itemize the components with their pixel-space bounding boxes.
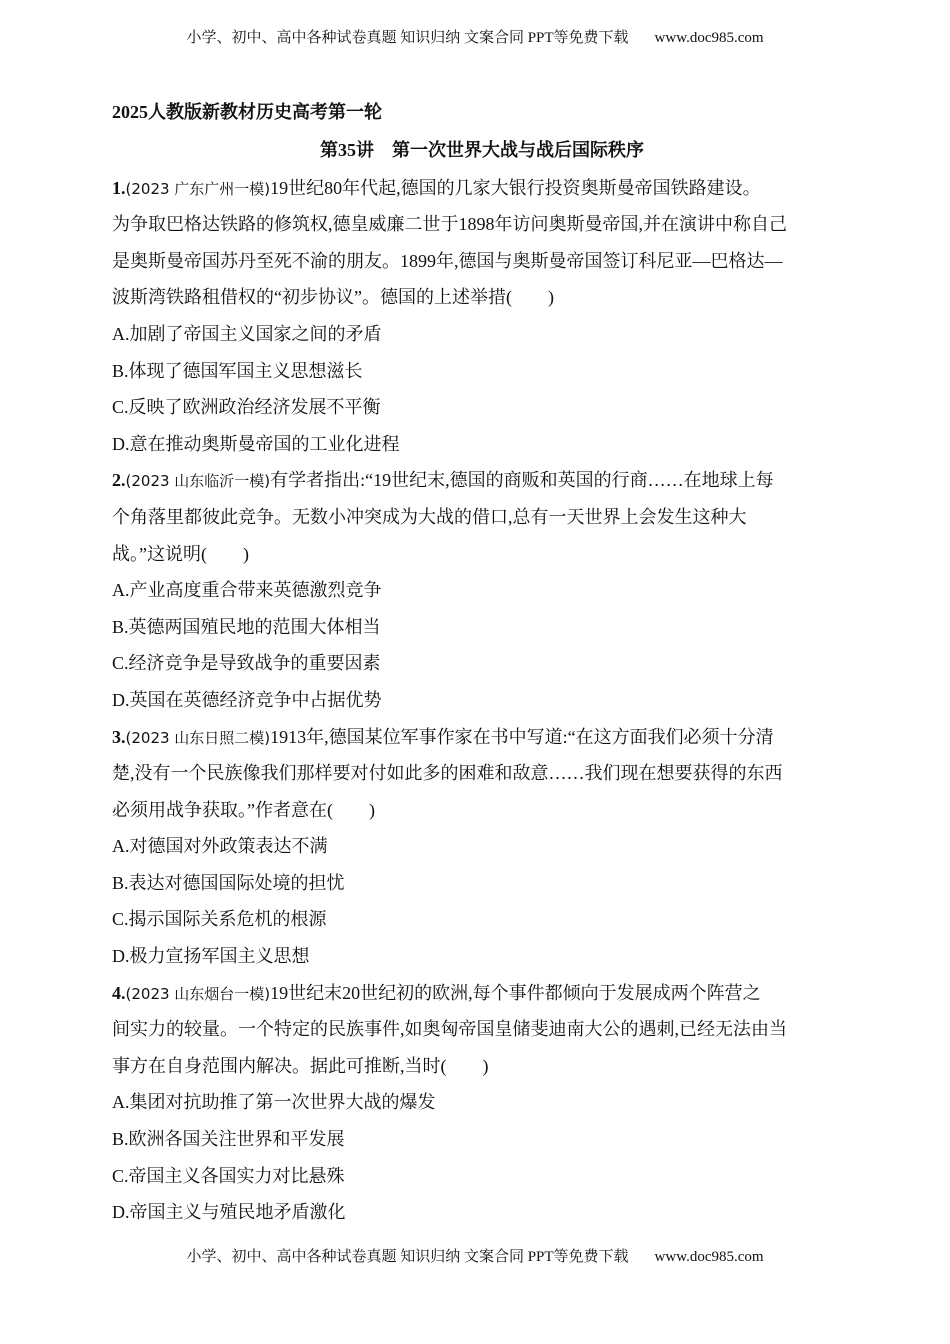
answer-option: C.反映了欧洲政治经济发展不平衡	[112, 397, 381, 418]
stem-text: 间实力的较量。一个特定的民族事件,如奥匈帝国皇储斐迪南大公的遇刺,已经无法由当	[112, 1019, 787, 1040]
stem-text: 19世纪80年代起,德国的几家大银行投资奥斯曼帝国铁路建设。	[270, 177, 761, 198]
question-list	[112, 170, 852, 1231]
stem-text: 为争取巴格达铁路的修筑权,德皇威廉二世于1898年访问奥斯曼帝国,并在演讲中称自己	[112, 214, 787, 235]
answer-option: B.表达对德国国际处境的担忧	[112, 872, 345, 893]
question-1	[112, 170, 852, 463]
answer-option: C.经济竞争是导致战争的重要因素	[112, 653, 381, 674]
lesson-title: 第35讲 第一次世界大战与战后国际秩序	[320, 139, 644, 160]
answer-option: C.帝国主义各国实力对比悬殊	[112, 1165, 345, 1186]
answer-option: D.英国在英德经济竞争中占据优势	[112, 689, 382, 710]
stem-text: 波斯湾铁路租借权的“初步协议”。德国的上述举措( )	[112, 287, 554, 308]
doc-title: 2025人教版新教材历史高考第一轮	[112, 102, 382, 122]
question-3	[112, 719, 852, 975]
question-stem-line	[112, 206, 852, 243]
answer-option: A.集团对抗助推了第一次世界大战的爆发	[112, 1092, 436, 1113]
answer-option: A.对德国对外政策表达不满	[112, 836, 328, 857]
question-number: 4.	[112, 982, 126, 1003]
stem-text: 战。”这说明( )	[112, 543, 249, 564]
question-stem-line	[112, 462, 852, 499]
question-4	[112, 975, 852, 1231]
question-2	[112, 462, 852, 718]
answer-option: B.欧洲各国关注世界和平发展	[112, 1129, 345, 1150]
question-source: (2023 山东烟台一模)	[125, 984, 271, 1003]
question-stem-line	[112, 755, 852, 792]
question-source: (2023 山东日照二模)	[125, 728, 271, 747]
answer-option: D.意在推动奥斯曼帝国的工业化进程	[112, 433, 400, 454]
header-url: www.doc985.com	[654, 30, 764, 46]
question-source: (2023 广东广州一模)	[125, 179, 271, 198]
stem-text: 个角落里都彼此竞争。无数小冲突成为大战的借口,总有一天世界上会发生这种大	[112, 506, 747, 527]
question-stem-line	[112, 243, 852, 280]
page-footer	[0, 1247, 950, 1267]
stem-text: 有学者指出:“19世纪末,德国的商贩和英国的行商……在地球上每	[270, 470, 774, 491]
question-stem-line	[112, 170, 852, 207]
document-body	[112, 94, 852, 1231]
stem-text: 楚,没有一个民族像我们那样要对付如此多的困难和敌意……我们现在想要获得的东西	[112, 763, 783, 784]
stem-text: 19世纪末20世纪初的欧洲,每个事件都倾向于发展成两个阵营之	[270, 982, 761, 1003]
question-stem-line	[112, 1048, 852, 1085]
question-stem-line	[112, 1011, 852, 1048]
question-number: 1.	[112, 177, 126, 198]
answer-option: A.产业高度重合带来英德激烈竞争	[112, 580, 382, 601]
question-stem-line	[112, 975, 852, 1012]
question-stem-line	[112, 279, 852, 316]
page-header	[0, 28, 950, 48]
answer-option: C.揭示国际关系危机的根源	[112, 909, 327, 930]
question-stem-line	[112, 792, 852, 829]
answer-option: D.极力宣扬军国主义思想	[112, 946, 310, 967]
footer-text: 小学、初中、高中各种试卷真题 知识归纳 文案合同 PPT等免费下载	[186, 1249, 629, 1265]
answer-option: B.英德两国殖民地的范围大体相当	[112, 616, 381, 637]
footer-url: www.doc985.com	[654, 1249, 764, 1265]
stem-text: 是奥斯曼帝国苏丹至死不渝的朋友。1899年,德国与奥斯曼帝国签订科尼亚—巴格达—	[112, 250, 783, 271]
question-number: 3.	[112, 726, 126, 747]
header-text: 小学、初中、高中各种试卷真题 知识归纳 文案合同 PPT等免费下载	[186, 30, 629, 46]
stem-text: 1913年,德国某位军事作家在书中写道:“在这方面我们必须十分清	[270, 726, 774, 747]
question-stem-line	[112, 536, 852, 573]
stem-text: 必须用战争获取。”作者意在( )	[112, 799, 375, 820]
question-source: (2023 山东临沂一模)	[125, 472, 271, 491]
question-stem-line	[112, 499, 852, 536]
question-stem-line	[112, 719, 852, 756]
answer-option: D.帝国主义与殖民地矛盾激化	[112, 1202, 346, 1223]
question-number: 2.	[112, 470, 126, 491]
answer-option: B.体现了德国军国主义思想滋长	[112, 360, 363, 381]
answer-option: A.加剧了帝国主义国家之间的矛盾	[112, 323, 382, 344]
stem-text: 事方在自身范围内解决。据此可推断,当时( )	[112, 1055, 489, 1076]
